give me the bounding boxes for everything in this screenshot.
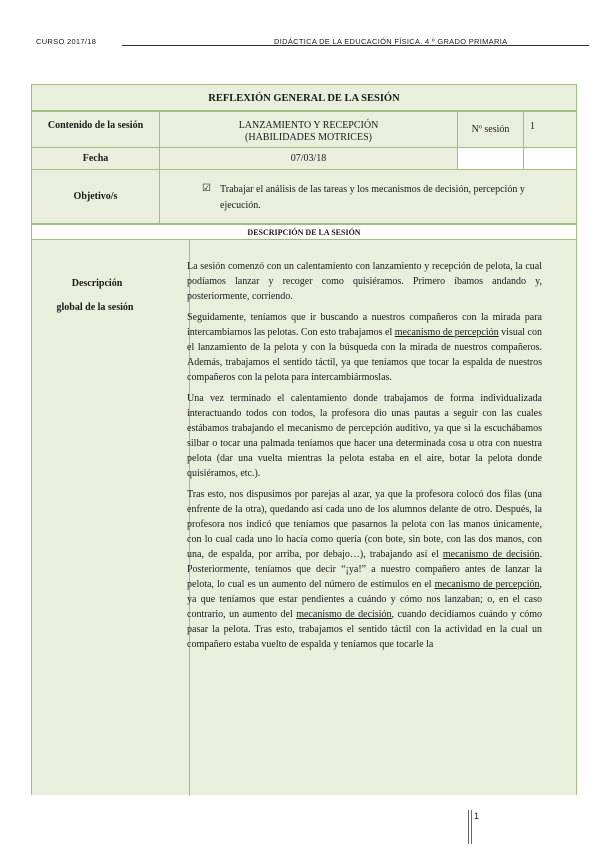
objective-text: Trabajar el análisis de las tareas y los mecanismos de decisión, percepción y ejecución. [220, 184, 525, 211]
empty-cell [524, 148, 576, 170]
page-header [36, 37, 556, 49]
session-label: Nº sesión [458, 112, 524, 148]
header-rule [122, 45, 589, 46]
description-text [187, 259, 542, 658]
subject-label: DIDÁCTICA DE LA EDUCACIÓN FÍSICA. 4 º GRADO PRIMARIA [274, 37, 508, 46]
description-header: DESCRIPCIÓN DE LA SESIÓN [31, 224, 577, 240]
page-number-rule [468, 810, 472, 844]
paragraph-2 [187, 310, 542, 385]
description-label-line1: Descripción [71, 278, 123, 289]
p2-text-b: visual con el lanzamiento de la pelota y con la búsqueda con la mirada de nuestros compañeros. Además, trabajamos el sentido táctil, ya que teníamos que tocar la espalda de nuestros compañeros con la pelota para intercambiármoslas. [187, 327, 542, 383]
p4-text-b: . Posteriormente, teníamos que decir “¡ya!” a nuestro compañero antes de lanzar la pelota, lo cual es un aumento del número de estímulos en el [187, 549, 542, 590]
p2-text-a: Seguidamente, teníamos que ir buscando a nuestros compañeros con la mirada para intercambiarnos las pelotas. Con esto trabajamos el [187, 312, 542, 338]
content-value-line1: LANZAMIENTO Y RECEPCIÓN [238, 120, 379, 131]
description-label-cell [32, 240, 190, 796]
content-label: Contenido de la sesión [32, 112, 160, 148]
empty-cell [458, 148, 524, 170]
paragraph-4 [187, 487, 542, 652]
p4-underlined-2: mecanismo de percepción [434, 579, 540, 590]
objective-label: Objetivo/s [32, 170, 160, 224]
date-value: 07/03/18 [160, 148, 458, 170]
paragraph-3: Una vez terminado el calentamiento donde trabajamos de forma individualizada interactuando todos con todos, la profesora dio unas pautas a seguir con las cuales estábamos trabajando el mecanismo de percepción auditivo, ya que si la escuchábamos silbar o tocar una palmada teníamos que hacer una determinada cosa u otra con nuestra pelota (dar una vuelta mientras la pelota estaba en el aire, botar la pelota donde quisiéramos, etc.). [187, 393, 542, 479]
checkbox-icon: ☑ [202, 183, 211, 194]
content-value-line2: (HABILIDADES MOTRICES) [245, 132, 372, 143]
paragraph-1: La sesión comenzó con un calentamiento con lanzamiento y recepción de pelota, la cual podíamos lanzar y recoger como quisiéramos. Primero íbamos andando y, posteriormente, corriendo. [187, 261, 542, 302]
p4-text-a: Tras esto, nos dispusimos por parejas al azar, ya que la profesora colocó dos filas (una enfrente de la otra), quedando así cada uno de los alumnos delante de otro. Después, la profesora nos indicó que teníamos que pasarnos la pelota con las manos únicamente, con lo cual cada uno lo hacía como quería (con bote, sin bote, con las dos manos, con una, de espalda, por arriba, por debajo…), trabajando así el [187, 489, 542, 560]
p4-text-d: , cuando decidíamos cuándo y cómo pasar la pelota. Tras esto, trabajamos el sentido táctil con la actividad en la cual un compañero estaba vuelto de espalda y teníamos que tocarle la [187, 609, 542, 650]
description-label-line2: global de la sesión [56, 302, 134, 313]
content-row [31, 111, 577, 148]
p4-text-c: , ya que teníamos que estar pendientes a cuándo y cómo nos lanzaban; o, en el caso contrario, un aumento del [187, 579, 542, 620]
page-number: 1 [474, 811, 480, 821]
p4-underlined-3: mecanismo de decisión [296, 609, 392, 620]
table-title: REFLEXIÓN GENERAL DE LA SESIÓN [31, 84, 577, 111]
content-value [160, 112, 458, 148]
session-value: 1 [524, 112, 576, 148]
p4-underlined-1: mecanismo de decisión [442, 549, 540, 560]
date-row [31, 147, 577, 170]
date-label: Fecha [32, 148, 160, 170]
course-label: CURSO 2017/18 [36, 37, 97, 46]
p2-underlined: mecanismo de percepción [394, 327, 499, 338]
objective-row [31, 169, 577, 224]
